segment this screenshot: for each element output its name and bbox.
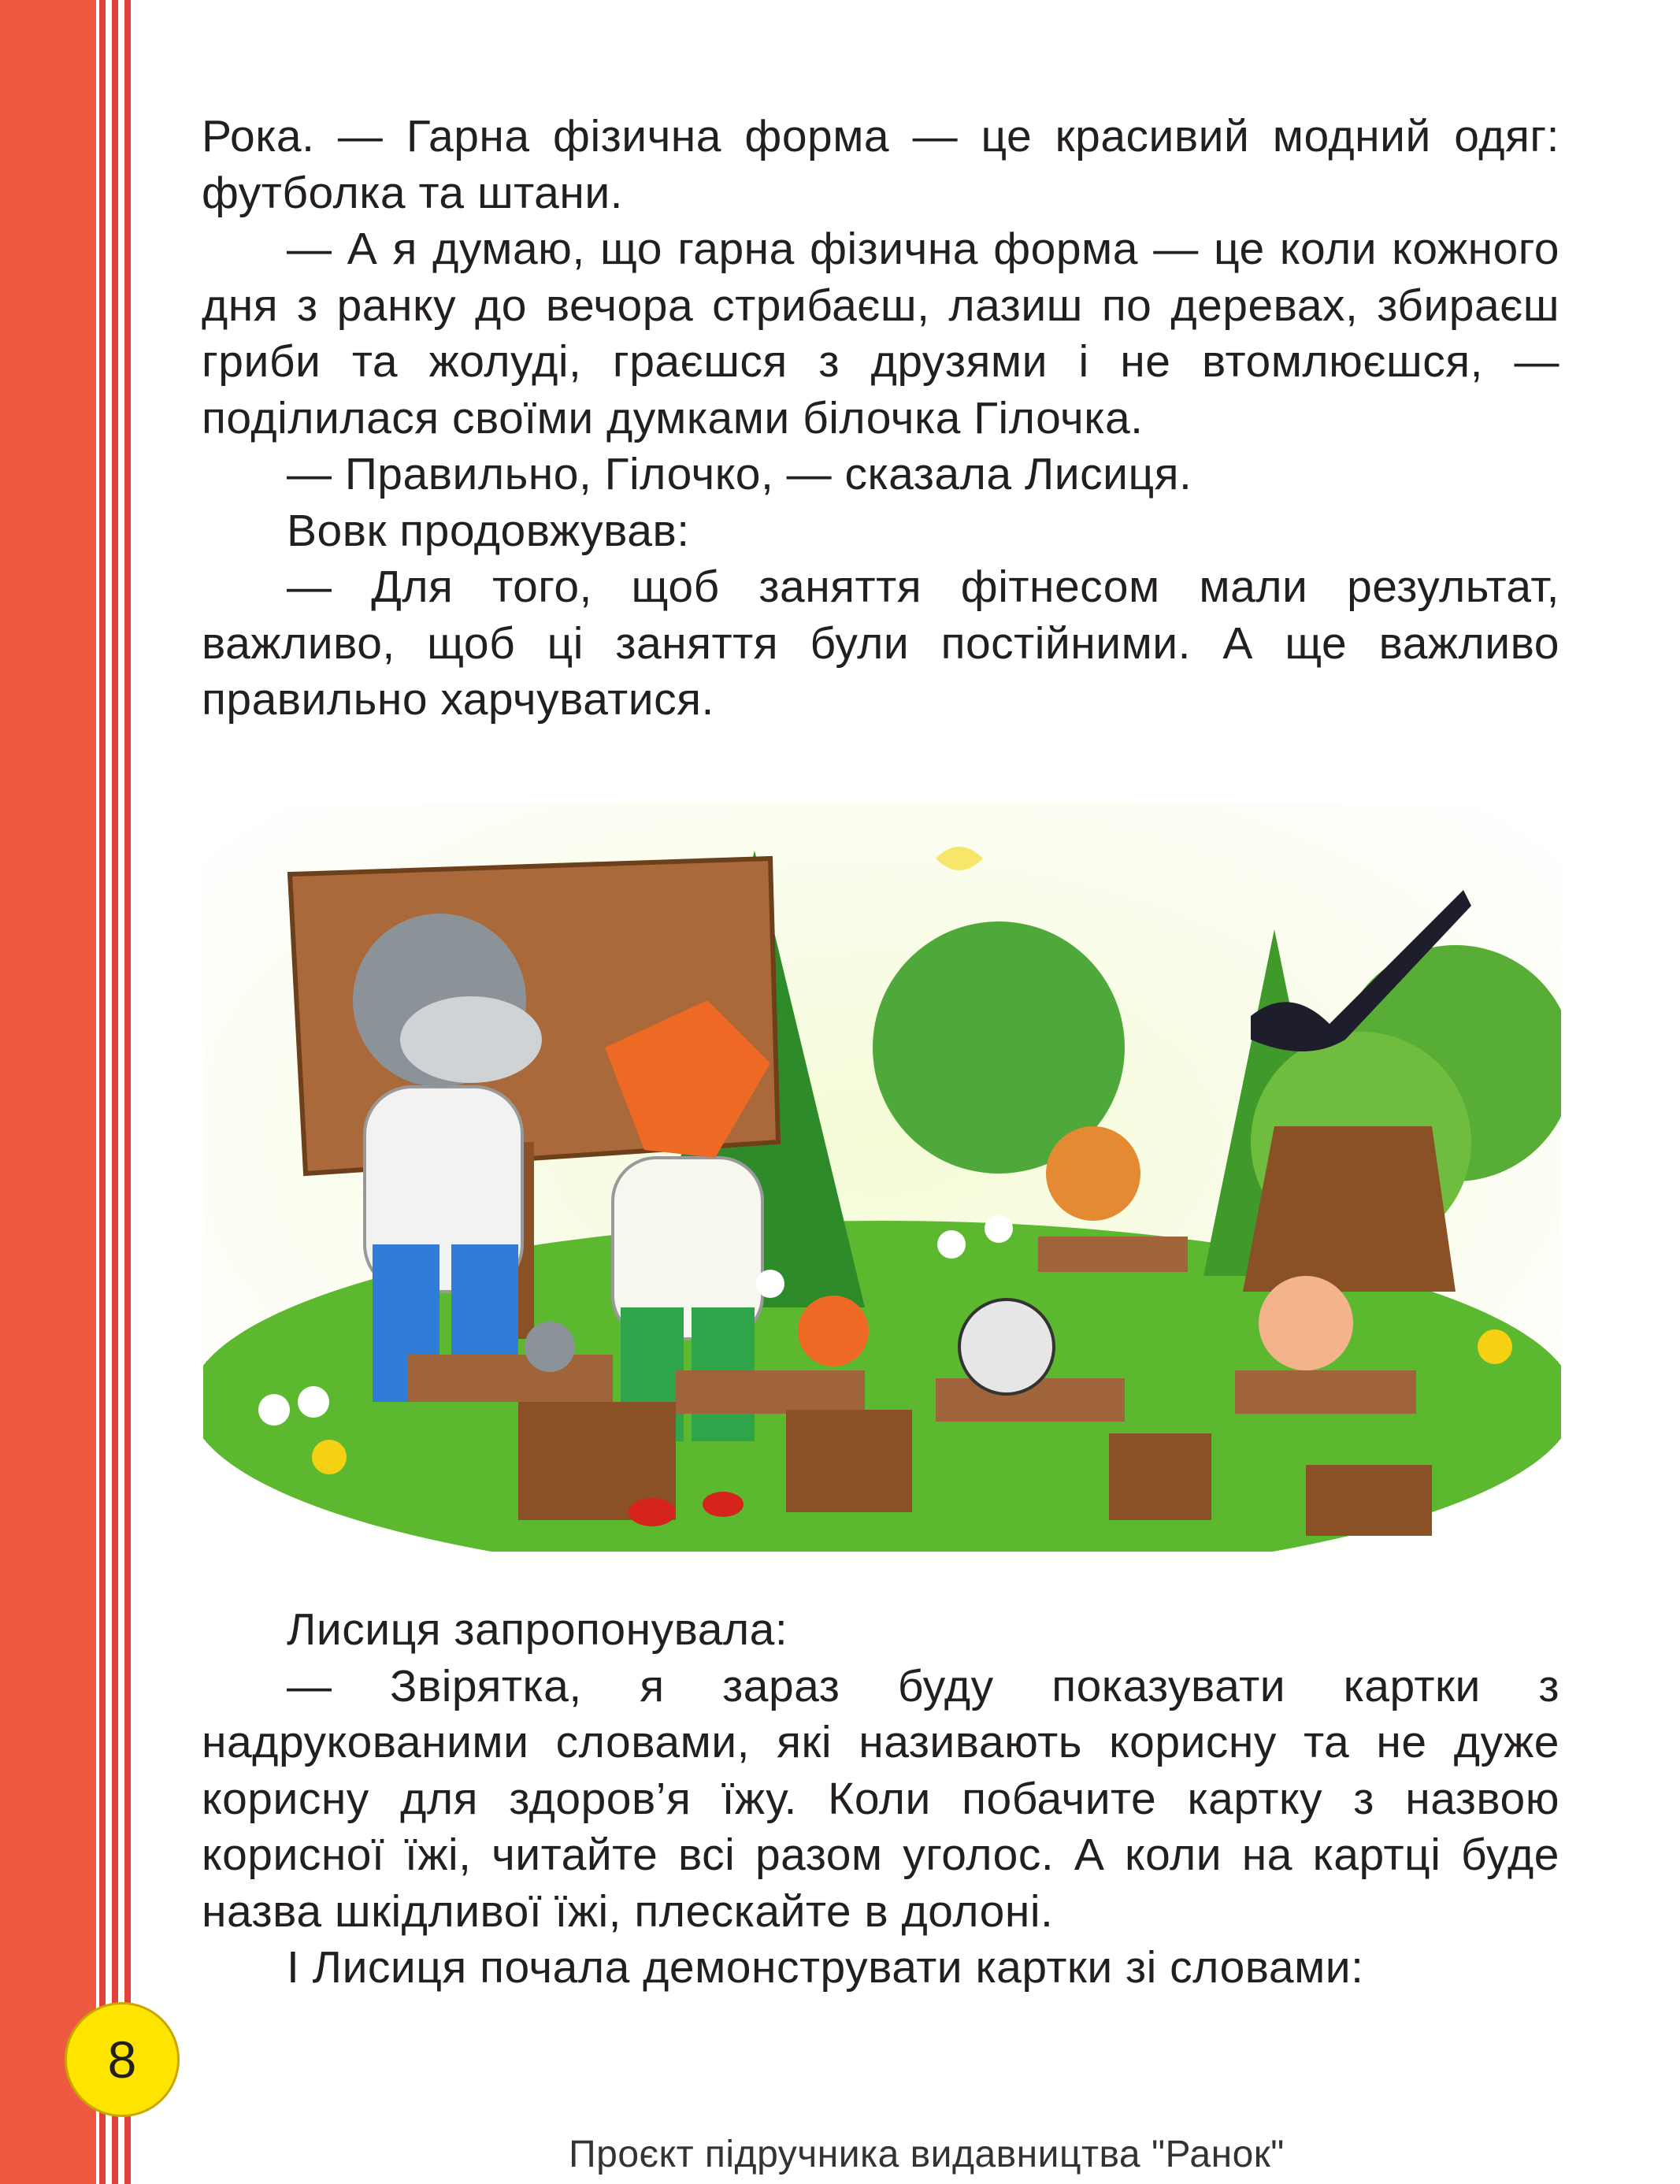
paragraph: — Для того, щоб заняття фітнесом мали результат, важливо, щоб ці заняття були постійними. А ще важливо правильно харчуватися. xyxy=(202,562,1559,725)
footer-text: Проєкт підручника видавництва "Ранок" xyxy=(569,2134,1285,2175)
left-stripe xyxy=(124,0,131,2184)
forest-animals-illustration xyxy=(203,803,1561,1552)
page-number-badge xyxy=(65,2002,180,2117)
squirrel-character xyxy=(798,1296,869,1366)
left-stripe xyxy=(99,0,106,2184)
paragraph: Рока. — Гарна фізична форма — це красивий модний одяг: футболка та штани. xyxy=(202,111,1559,218)
badger-character xyxy=(959,1300,1054,1394)
footer-publisher-note xyxy=(0,2133,1680,2176)
left-stripe xyxy=(112,0,118,2184)
story-text-bottom xyxy=(202,1602,1559,1997)
lynx-character xyxy=(1046,1126,1140,1221)
page-number: 8 xyxy=(107,2030,137,2089)
story-text-top xyxy=(202,109,1559,729)
paragraph: Вовк продовжував: xyxy=(287,505,690,556)
paragraph: Лисиця запропонувала: xyxy=(287,1604,788,1655)
mouse-character xyxy=(525,1322,575,1372)
left-color-band xyxy=(0,0,96,2184)
paragraph: — А я думаю, що гарна фізична форма — це коли кожного дня з ранку до вечора стрибаєш, лазиш по деревах, збираєш гриби та жолуді, граєшся з друзями і не втомлюєшся, — поділилася своїми думками білочка Гілочка. xyxy=(202,224,1559,443)
paragraph: — Правильно, Гілочко, — сказала Лисиця. xyxy=(287,449,1192,499)
paragraph: І Лисиця почала демонструвати картки зі словами: xyxy=(287,1942,1364,1993)
pig-character xyxy=(1259,1276,1353,1370)
paragraph: — Звірятка, я зараз буду показувати картки з надрукованими словами, які називають корисну та не дуже корисну для здоров’я їжу. Коли побачите картку з назвою корисної їжі, читайте всі разом уголос. А коли на картці буде назва шкідливої їжі, плескайте в долоні. xyxy=(202,1660,1559,1937)
